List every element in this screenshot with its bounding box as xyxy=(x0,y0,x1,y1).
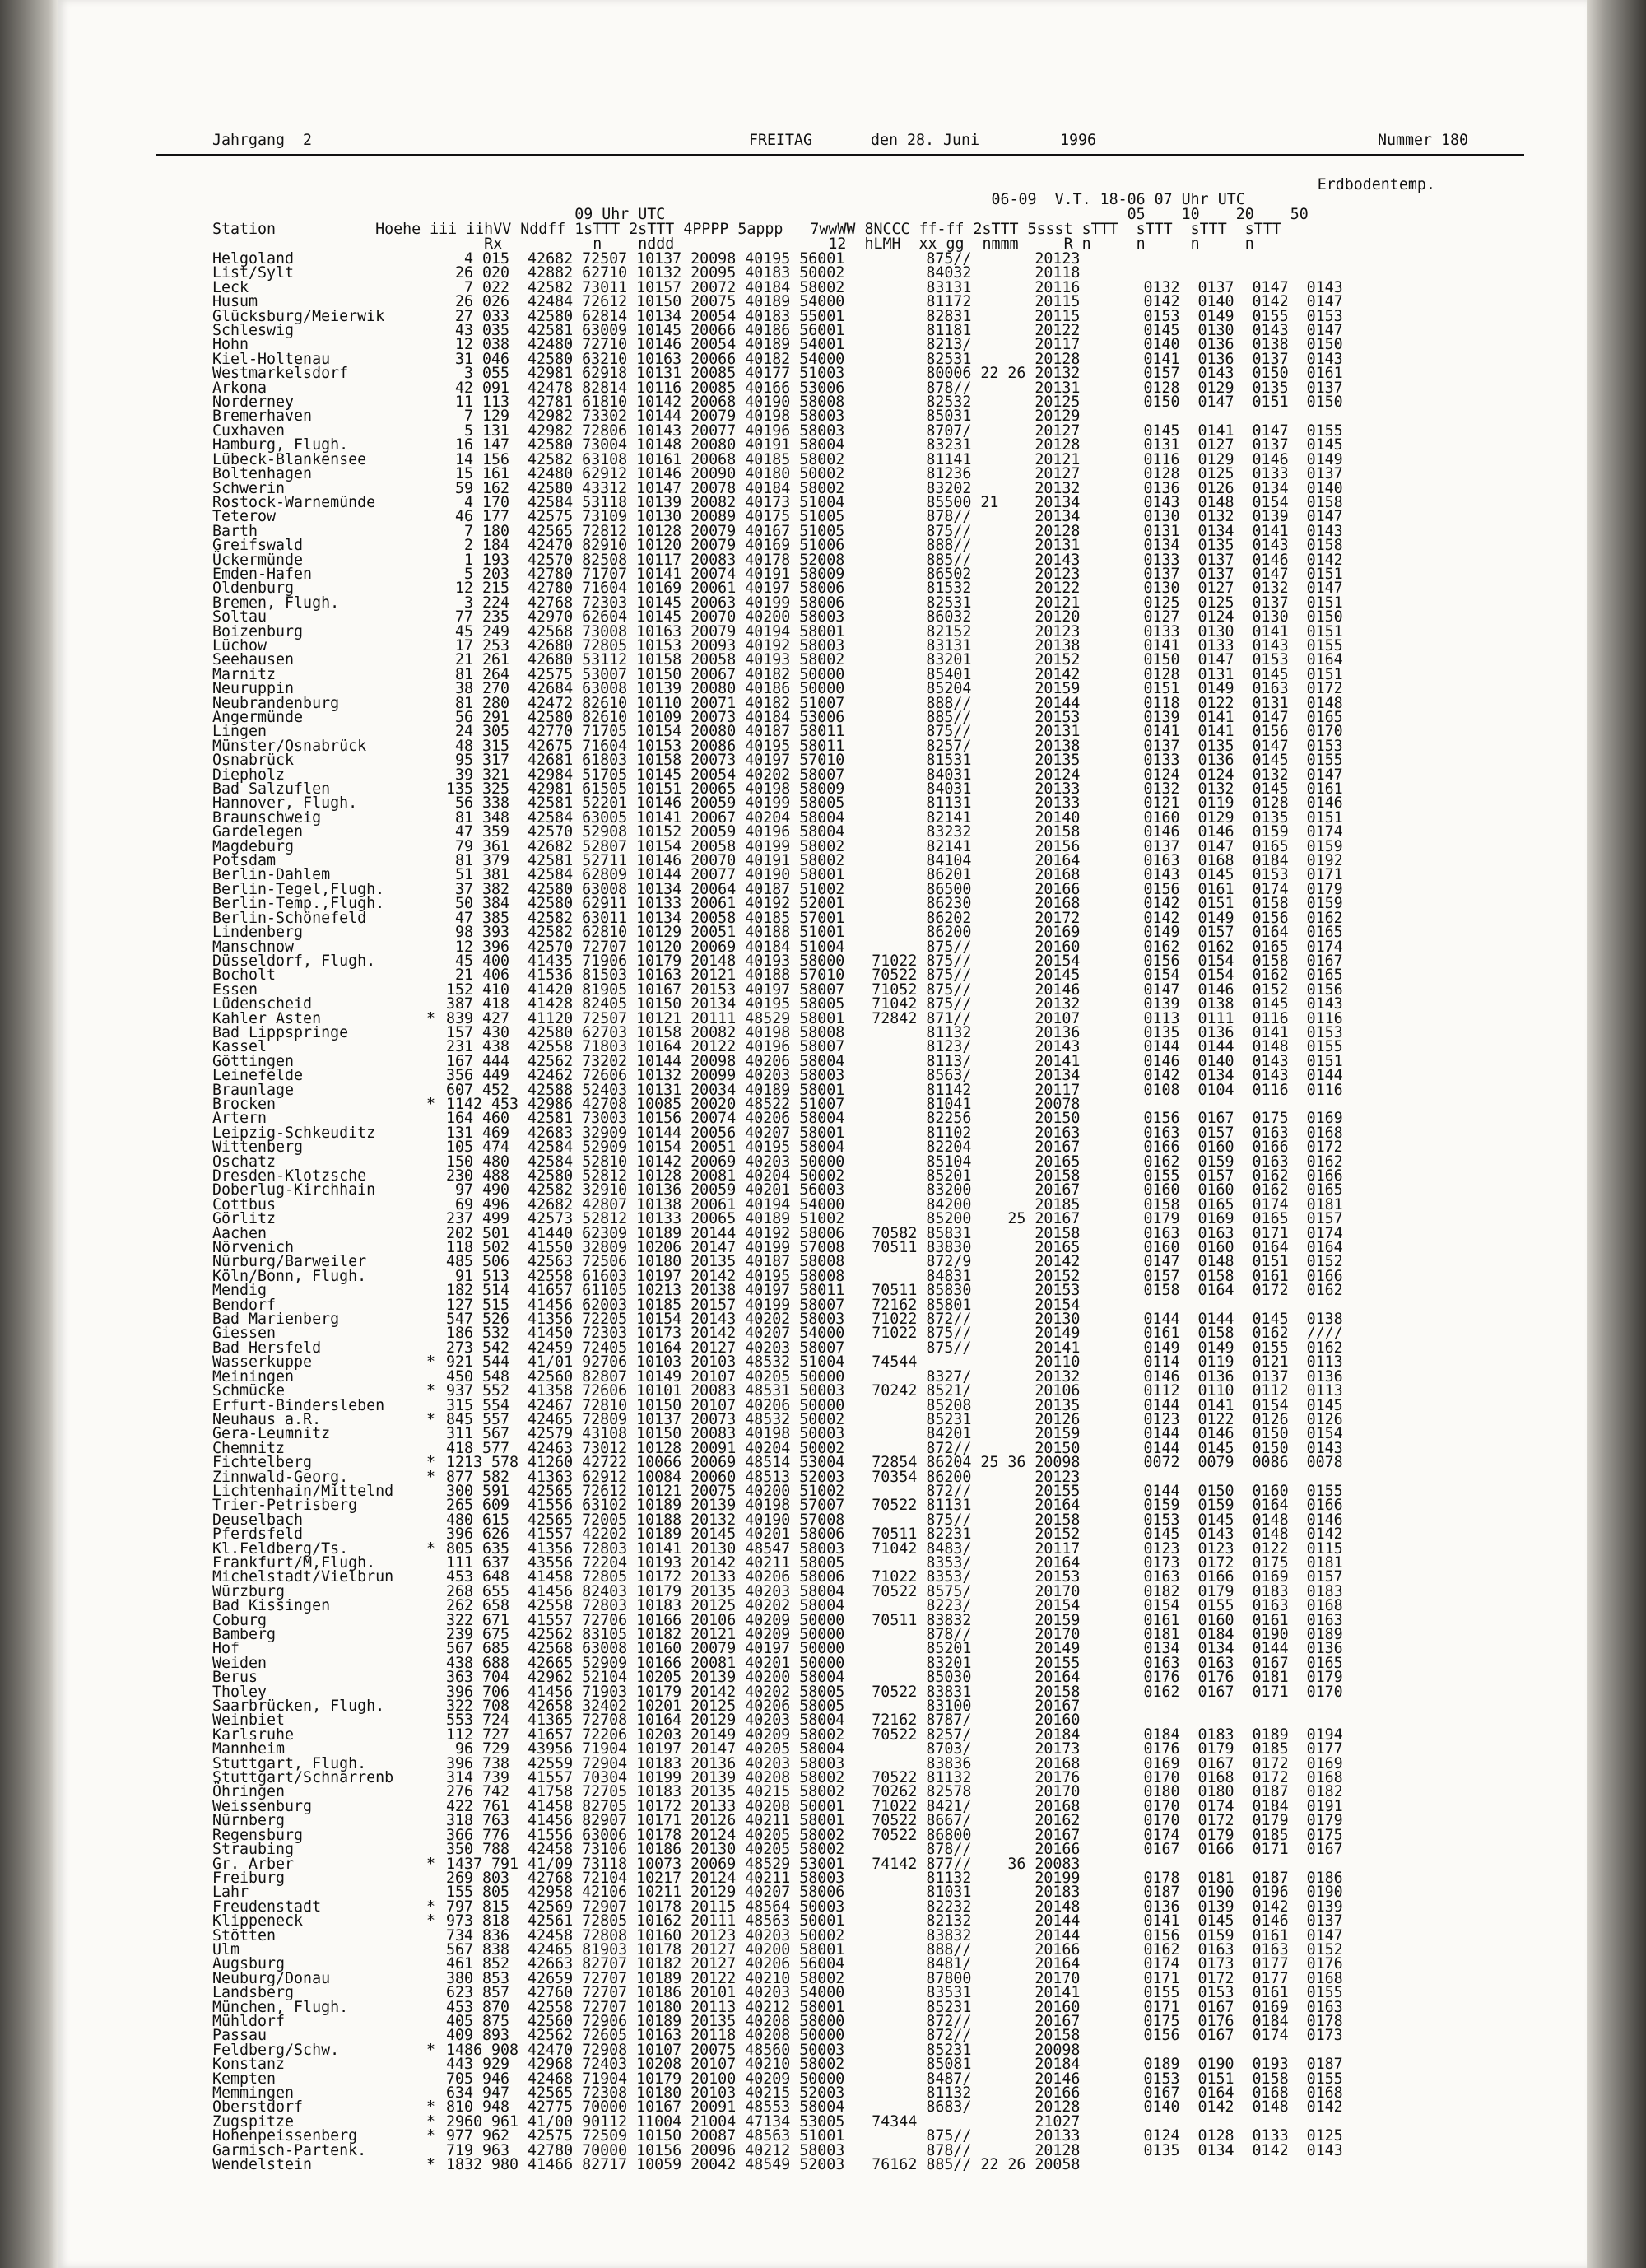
station-table xyxy=(0,252,1646,2172)
station-name: Arkona xyxy=(212,379,267,397)
station-name: Gardelegen xyxy=(212,823,304,841)
station-data: 450 548 42560 82807 10149 20107 40205 50000 8327/ 20132 0146 0136 0137 0136 xyxy=(446,1367,1343,1385)
station-name: Würzburg xyxy=(212,1582,286,1600)
station-data: 567 838 42465 81903 10178 20127 40200 58001 888// 20166 0162 0163 0163 0152 xyxy=(446,1940,1343,1958)
station-name: Greifswald xyxy=(212,537,304,555)
station-name: Konstanz xyxy=(212,2056,286,2074)
station-data: 1 193 42570 82508 10117 20083 40178 52008 885// 20143 0133 0137 0146 0142 xyxy=(446,551,1343,569)
station-name: Soltau xyxy=(212,608,267,626)
station-name: Bamberg xyxy=(212,1626,277,1643)
station-name: Meiningen xyxy=(212,1367,295,1385)
station-data: 26 020 42882 62710 10132 20095 40183 50002 84032 20118 xyxy=(446,264,1081,282)
station-data: 443 929 42968 72403 10208 20107 40210 58002 85081 20184 0189 0190 0193 0187 xyxy=(446,2056,1343,2074)
station-name: Lingen xyxy=(212,723,267,741)
station-name: Bendorf xyxy=(212,1296,277,1314)
station-name: Kiel-Holtenau xyxy=(212,350,331,368)
station-name: Garmisch-Partenk. xyxy=(212,2141,367,2159)
mountain-marker: * xyxy=(426,1855,436,1873)
station-name: Kassel xyxy=(212,1038,267,1056)
station-name: Wittenberg xyxy=(212,1139,304,1157)
station-data: 37 382 42580 63008 10134 20064 40187 51002 86500 20166 0156 0161 0174 0179 xyxy=(446,880,1343,898)
station-name: Neubrandenburg xyxy=(212,694,340,712)
station-data: 438 688 42665 52909 10166 20081 40201 50000 83201 20155 0163 0163 0167 0165 xyxy=(446,1654,1343,1672)
station-name: Angermünde xyxy=(212,709,304,726)
station-data: 12 396 42570 72707 10120 20069 40184 51004 875// 20160 0162 0162 0165 0174 xyxy=(446,938,1343,956)
mountain-marker: * xyxy=(426,1410,436,1428)
station-data: 11 113 42781 61810 10142 20068 40190 58008 82532 20125 0150 0147 0151 0150 xyxy=(446,394,1343,412)
station-data: 322 671 41557 72706 10166 20106 40209 50000 70511 83832 20159 0161 0160 0161 0163 xyxy=(446,1611,1343,1629)
station-name: Mendig xyxy=(212,1282,267,1300)
station-name: Zinnwald-Georg. xyxy=(212,1468,349,1486)
station-data: 396 738 42559 72904 10183 20136 40203 58003 83836 20168 0169 0167 0172 0169 xyxy=(446,1754,1343,1772)
station-data: 314 739 41557 70304 10199 20139 40208 58002 70522 81132 20176 0170 0168 0172 0168 xyxy=(446,1769,1343,1787)
station-data: 69 496 42682 42807 10138 20061 40194 54000 84200 20185 0158 0165 0174 0181 xyxy=(446,1195,1343,1213)
station-data: 15 161 42480 62912 10146 20090 40180 50002 81236 20127 0128 0125 0133 0137 xyxy=(446,465,1343,483)
station-name: Wasserkuppe xyxy=(212,1353,313,1372)
station-data: 547 526 41356 72205 10154 20143 40202 58003 71022 872// 20130 0144 0144 0145 0138 xyxy=(446,1311,1343,1329)
station-data: 97 490 42582 32910 10136 20059 40201 56003 83200 20167 0160 0160 0162 0165 xyxy=(446,1181,1343,1199)
station-data: 845 557 42465 72809 10137 20073 48532 50002 85231 20126 0123 0122 0126 0126 xyxy=(446,1410,1343,1428)
station-data: 1832 980 41466 82717 10059 20042 48549 52003 76162 885// 22 26 20058 xyxy=(446,2156,1081,2174)
station-data: 1437 791 41/09 73118 10073 20069 48529 53001 74142 877// 36 20083 xyxy=(446,1855,1081,1873)
station-data: 262 658 42558 72803 10183 20125 40202 58004 8223/ 20154 0154 0155 0163 0168 xyxy=(446,1597,1343,1615)
station-name: Nürnberg xyxy=(212,1812,286,1830)
station-name: Nörvenich xyxy=(212,1239,295,1257)
station-name: Bad Hersfeld xyxy=(212,1339,322,1357)
station-data: 973 818 42561 72805 10162 20111 48563 50001 82132 20144 0141 0145 0146 0137 xyxy=(446,1912,1343,1930)
station-data: 937 552 41358 72606 10101 20083 48531 50003 70242 8521/ 20106 0112 0110 0112 0113 xyxy=(446,1382,1343,1400)
station-name: Leinefelde xyxy=(212,1067,304,1085)
station-name: Lübeck-Blankensee xyxy=(212,450,367,468)
station-name: Augsburg xyxy=(212,1955,286,1973)
station-name: Lichtenhain/Mittelnd xyxy=(212,1482,394,1500)
station-data: 356 449 42462 72606 10132 20099 40203 58003 8563/ 20134 0142 0134 0143 0144 xyxy=(446,1067,1343,1085)
mountain-marker: * xyxy=(426,1009,436,1027)
station-data: 877 582 41363 62912 10084 20060 48513 52003 70354 86200 20123 xyxy=(446,1468,1081,1486)
station-name: Boltenhagen xyxy=(212,465,313,483)
station-name: Magdeburg xyxy=(212,837,295,855)
station-name: Bremerhaven xyxy=(212,407,313,426)
station-name: Kahler Asten xyxy=(212,1009,322,1027)
mountain-marker: * xyxy=(426,1382,436,1400)
station-data: 24 305 42770 71705 10154 20080 40187 58011 875// 20131 0141 0141 0156 0170 xyxy=(446,723,1343,741)
station-data: 95 317 42681 61803 10158 20073 40197 57010 81531 20135 0133 0136 0145 0155 xyxy=(446,752,1343,770)
station-data: 12 038 42480 72710 10146 20054 40189 54001 8213/ 20117 0140 0136 0138 0150 xyxy=(446,336,1343,354)
mountain-marker: * xyxy=(426,1353,436,1372)
station-name: List/Sylt xyxy=(212,264,295,282)
station-data: 239 675 42562 83105 10182 20121 40209 50000 878// 20170 0181 0184 0190 0189 xyxy=(446,1626,1343,1643)
station-data: 155 805 42958 42106 10211 20129 40207 58006 81031 20183 0187 0190 0196 0190 xyxy=(446,1884,1343,1902)
station-name: Marnitz xyxy=(212,665,277,683)
station-data: 396 706 41456 71903 10179 20142 40202 58005 70522 83831 20158 0162 0167 0171 0170 xyxy=(446,1683,1343,1701)
station-data: 1486 908 42470 72908 10107 20075 48560 50003 85231 20098 xyxy=(446,2041,1081,2059)
station-name: Braunschweig xyxy=(212,808,322,827)
station-data: 623 857 42760 72707 10186 20101 40203 54000 83531 20141 0155 0153 0161 0155 xyxy=(446,1984,1343,2002)
station-name: Hohenpeissenberg xyxy=(212,2127,358,2145)
station-data: 553 724 41365 72708 10164 20129 40203 58004 72162 8787/ 20160 xyxy=(446,1711,1081,1730)
station-name: Oldenburg xyxy=(212,580,295,598)
station-data: 56 291 42580 82610 10109 20073 40184 53006 885// 20153 0139 0141 0147 0165 xyxy=(446,709,1343,726)
station-name: Husum xyxy=(212,293,258,311)
date-label: den 28. Juni xyxy=(871,132,980,149)
station-name: Osnabrück xyxy=(212,752,295,770)
column-header-line-2: 06-09 V.T. 18-06 07 Uhr UTC xyxy=(212,191,1245,208)
station-name: Mühldorf xyxy=(212,2012,286,2030)
station-name: Essen xyxy=(212,980,258,999)
mountain-marker: * xyxy=(426,2098,436,2117)
station-data: 7 129 42982 73302 10144 20079 40198 58003 85031 20129 xyxy=(446,407,1081,426)
station-data: 167 444 42562 73202 10144 20098 40206 58004 8113/ 20141 0146 0140 0143 0151 xyxy=(446,1052,1343,1070)
station-name: Weiden xyxy=(212,1654,267,1672)
station-data: 7 180 42565 72812 10128 20079 40167 51005 875// 20128 0131 0134 0141 0143 xyxy=(446,522,1343,540)
station-data: 387 418 41428 82405 10150 20134 40195 58005 71042 875// 20132 0139 0138 0145 0143 xyxy=(446,995,1343,1013)
station-data: 31 046 42580 63210 10163 20066 40182 54000 82531 20128 0141 0136 0137 0143 xyxy=(446,350,1343,368)
station-data: 105 474 42584 52909 10154 20051 40195 58004 82204 20167 0166 0160 0166 0172 xyxy=(446,1139,1343,1157)
station-name: Bad Lippspringe xyxy=(212,1023,349,1041)
station-data: 461 852 42663 82707 10182 20127 40206 56004 8481/ 20164 0174 0173 0177 0176 xyxy=(446,1955,1343,1973)
station-data: 77 235 42970 62604 10145 20070 40200 58003 86032 20120 0127 0124 0130 0150 xyxy=(446,608,1343,626)
station-data: 48 315 42675 71604 10153 20086 40195 58011 8257/ 20138 0137 0135 0147 0153 xyxy=(446,737,1343,755)
station-data: 705 946 42468 71904 10179 20100 40209 50000 8487/ 20146 0153 0151 0158 0155 xyxy=(446,2070,1343,2088)
station-name: Hohn xyxy=(212,336,249,354)
column-header-line-3: 09 Uhr UTC 05 10 20 50 xyxy=(212,206,1309,223)
station-name: Potsdam xyxy=(212,852,277,870)
station-name: Lüchow xyxy=(212,636,267,654)
station-data: 131 469 42683 32909 10144 20056 40207 58001 81102 20163 0163 0157 0163 0168 xyxy=(446,1124,1343,1142)
station-data: 16 147 42580 73004 10148 20080 40191 58004 83231 20128 0131 0127 0137 0145 xyxy=(446,436,1343,454)
station-data: 921 544 41/01 92706 10103 20103 48532 51004 74544 20110 0114 0119 0121 0113 xyxy=(446,1353,1343,1372)
station-name: Lüdenscheid xyxy=(212,995,313,1013)
station-name: Ulm xyxy=(212,1940,240,1958)
mountain-marker: * xyxy=(426,1454,436,1472)
station-name: Memmingen xyxy=(212,2084,295,2102)
station-name: Neuruppin xyxy=(212,680,295,698)
station-name: Tholey xyxy=(212,1683,267,1701)
station-name: Brocken xyxy=(212,1095,277,1113)
station-name: Dresden-Klotzsche xyxy=(212,1167,367,1185)
station-data: 810 948 42775 70000 10167 20091 48553 58004 8683/ 20128 0140 0142 0148 0142 xyxy=(446,2098,1343,2117)
station-name: Cuxhaven xyxy=(212,421,286,440)
station-data: 26 026 42484 72612 10150 20075 40189 54000 81172 20115 0142 0140 0142 0147 xyxy=(446,293,1343,311)
station-data: 150 480 42584 52810 10142 20069 40203 50000 85104 20165 0162 0159 0163 0162 xyxy=(446,1153,1343,1171)
station-row xyxy=(212,2158,1529,2172)
page-header xyxy=(212,133,1529,147)
station-data: 366 776 41556 63006 10178 20124 40205 58002 70522 86800 20167 0174 0179 0185 0175 xyxy=(446,1826,1343,1844)
station-data: 977 962 42575 72509 10150 20087 48563 51001 875// 20133 0124 0128 0133 0125 xyxy=(446,2127,1343,2145)
station-name: Emden-Hafen xyxy=(212,565,313,583)
station-data: 164 460 42581 73003 10156 20074 40206 58004 82256 20150 0156 0167 0175 0169 xyxy=(446,1110,1343,1128)
mountain-marker: * xyxy=(426,2112,436,2131)
station-name: Berus xyxy=(212,1669,258,1687)
station-data: 12 215 42780 71604 10169 20061 40197 58006 81532 20122 0130 0127 0132 0147 xyxy=(446,580,1343,598)
station-name: Cottbus xyxy=(212,1195,277,1213)
station-name: Rostock-Warnemünde xyxy=(212,493,376,511)
station-name: Nürburg/Barweiler xyxy=(212,1253,367,1271)
station-name: Berlin-Schönefeld xyxy=(212,909,367,927)
station-data: 5 203 42780 71707 10141 20074 40191 58009 86502 20123 0137 0137 0147 0151 xyxy=(446,565,1343,583)
station-name: Schleswig xyxy=(212,322,295,340)
year-label: 1996 xyxy=(1060,132,1097,149)
station-name: Berlin-Temp.,Flugh. xyxy=(212,895,385,913)
station-data: 409 893 42562 72605 10163 20118 40208 50000 872// 20158 0156 0167 0174 0173 xyxy=(446,2027,1343,2045)
station-name: Glücksburg/Meierwik xyxy=(212,307,385,325)
station-name: Coburg xyxy=(212,1611,267,1629)
station-name: Aachen xyxy=(212,1224,267,1242)
station-data: 2 184 42470 82910 10120 20079 40169 51006 888// 20131 0134 0135 0143 0158 xyxy=(446,537,1343,555)
station-data: 96 729 43956 71904 10197 20147 40205 58004 8703/ 20173 0176 0179 0185 0177 xyxy=(446,1740,1343,1758)
station-data: 135 325 42981 61505 10151 20065 40198 58009 84031 20133 0132 0132 0145 0161 xyxy=(446,780,1343,799)
station-name: München, Flugh. xyxy=(212,1998,349,2016)
station-data: 231 438 42558 71803 10164 20122 40196 58007 8123/ 20143 0144 0144 0148 0155 xyxy=(446,1038,1343,1056)
station-data: 268 655 41456 82403 10179 20135 40203 58004 70522 8575/ 20170 0182 0179 0183 0183 xyxy=(446,1582,1343,1600)
station-name: Mannheim xyxy=(212,1740,286,1758)
mountain-marker: * xyxy=(426,1912,436,1930)
station-data: 805 635 41356 72803 10141 20130 48547 58003 71042 8483/ 20117 0123 0123 0122 0115 xyxy=(446,1539,1343,1558)
station-name: Berlin-Tegel,Flugh. xyxy=(212,880,385,898)
weekday-label: FREITAG xyxy=(749,132,813,149)
station-name: Schwerin xyxy=(212,479,286,497)
station-data: 7 022 42582 73011 10157 20072 40184 58002 83131 20116 0132 0137 0147 0143 xyxy=(446,278,1343,296)
station-data: 453 870 42558 72707 10180 20113 40212 58001 85231 20160 0171 0167 0169 0163 xyxy=(446,1998,1343,2016)
station-name: Zugspitze xyxy=(212,2112,295,2131)
station-name: Göttingen xyxy=(212,1052,295,1070)
station-name: Stötten xyxy=(212,1926,277,1944)
station-name: Karlsruhe xyxy=(212,1725,295,1744)
station-data: 47 385 42582 63011 10134 20058 40185 57001 86202 20172 0142 0149 0156 0162 xyxy=(446,909,1343,927)
station-name: Hof xyxy=(212,1640,240,1658)
station-name: Ückermünde xyxy=(212,551,304,569)
station-data: 118 502 41550 32809 10206 20147 40199 57008 70511 83830 20165 0160 0160 0164 0164 xyxy=(446,1239,1343,1257)
mountain-marker: * xyxy=(426,2127,436,2145)
station-name: Bad Salzuflen xyxy=(212,780,331,799)
station-data: 422 761 41458 82705 10172 20133 40208 50001 71022 8421/ 20168 0170 0174 0184 0191 xyxy=(446,1797,1343,1815)
station-name: Stuttgart/Schnarrenb xyxy=(212,1769,394,1787)
station-name: Frankfurt/M,Flugh. xyxy=(212,1553,376,1572)
station-name: Klippeneck xyxy=(212,1912,304,1930)
station-name: Leck xyxy=(212,278,249,296)
station-data: 46 177 42575 73109 10130 20089 40175 51005 878// 20134 0130 0132 0139 0147 xyxy=(446,508,1343,526)
station-name: Giessen xyxy=(212,1325,277,1343)
volume-label: Jahrgang 2 xyxy=(212,132,313,149)
station-data: 17 253 42680 72805 10153 20093 40192 58003 83131 20138 0141 0133 0143 0155 xyxy=(446,636,1343,654)
station-name: Hamburg, Flugh. xyxy=(212,436,349,454)
station-name: Oschatz xyxy=(212,1153,277,1171)
station-data: 50 384 42580 62911 10133 20061 40192 52001 86230 20168 0142 0151 0158 0159 xyxy=(446,895,1343,913)
station-data: 418 577 42463 73012 10128 20091 40204 50002 872// 20150 0144 0145 0150 0143 xyxy=(446,1439,1343,1457)
station-data: 45 249 42568 73008 10163 20079 40194 58001 82152 20123 0133 0130 0141 0151 xyxy=(446,622,1343,640)
station-data: 81 280 42472 82610 10110 20071 40182 51007 888// 20144 0118 0122 0131 0148 xyxy=(446,694,1343,712)
station-data: 79 361 42682 52807 10154 20058 40199 58002 82141 20156 0137 0147 0165 0159 xyxy=(446,837,1343,855)
station-name: Diepholz xyxy=(212,766,286,784)
station-data: 21 261 42680 53112 10158 20058 40193 58002 83201 20152 0150 0147 0153 0164 xyxy=(446,651,1343,669)
station-data: 363 704 42962 52104 10205 20139 40200 58004 85030 20164 0176 0176 0181 0179 xyxy=(446,1669,1343,1687)
station-name: Saarbrücken, Flugh. xyxy=(212,1698,385,1716)
station-data: 3 055 42981 62918 10131 20085 40177 51003 80006 22 26 20132 0157 0143 0150 0161 xyxy=(446,365,1343,383)
station-name: Bad Kissingen xyxy=(212,1597,331,1615)
station-data: 91 513 42558 61603 10197 20142 40195 58008 84831 20152 0157 0158 0161 0166 xyxy=(446,1267,1343,1285)
station-data: 127 515 41456 62003 10185 20157 40199 58007 72162 85801 20154 xyxy=(446,1296,1081,1314)
station-name: Helgoland xyxy=(212,250,295,268)
station-name: Manschnow xyxy=(212,938,295,956)
header-rule xyxy=(156,154,1524,156)
station-data: 182 514 41657 61105 10213 20138 40197 58011 70511 85830 20153 0158 0164 0172 0162 xyxy=(446,1282,1343,1300)
station-name: Trier-Petrisberg xyxy=(212,1497,358,1515)
station-name: Stuttgart, Flugh. xyxy=(212,1754,367,1772)
station-data: 634 947 42565 72308 10180 20103 40215 52003 81132 20166 0167 0164 0168 0168 xyxy=(446,2084,1343,2102)
station-name: Freiburg xyxy=(212,1869,286,1887)
station-data: 607 452 42588 52403 10131 20034 40189 58001 81142 20117 0108 0104 0116 0116 xyxy=(446,1081,1343,1099)
station-data: 56 338 42581 52201 10146 20059 40199 58005 81131 20133 0121 0119 0128 0146 xyxy=(446,794,1343,813)
station-data: 38 270 42684 63008 10139 20080 40186 50000 85204 20159 0151 0149 0163 0172 xyxy=(446,680,1343,698)
station-name: Michelstadt/Vielbrun xyxy=(212,1568,394,1586)
station-name: Hannover, Flugh. xyxy=(212,794,358,813)
station-name: Seehausen xyxy=(212,651,295,669)
station-data: 59 162 42580 43312 10147 20078 40184 58002 83202 20132 0136 0126 0134 0140 xyxy=(446,479,1343,497)
station-name: Leipzig-Schkeuditz xyxy=(212,1124,376,1142)
station-name: Passau xyxy=(212,2027,267,2045)
station-name: Bad Marienberg xyxy=(212,1311,340,1329)
station-data: 186 532 41450 72303 10173 20142 40207 54000 71022 875// 20149 0161 0158 0162 //// xyxy=(446,1325,1343,1343)
station-data: 81 348 42584 63005 10141 20067 40204 58004 82141 20140 0160 0129 0135 0151 xyxy=(446,808,1343,827)
station-data: 567 685 42568 63008 10160 20079 40197 50000 85201 20149 0134 0134 0144 0136 xyxy=(446,1640,1343,1658)
column-header-line-5: Rx n nddd 12 hLMH xx gg nmmm R n n n n xyxy=(212,235,1254,253)
station-data: 42 091 42478 82814 10116 20085 40166 53006 878// 20131 0128 0129 0135 0137 xyxy=(446,379,1343,397)
station-name: Düsseldorf, Flugh. xyxy=(212,952,376,970)
station-name: Wendelstein xyxy=(212,2156,313,2174)
mountain-marker: * xyxy=(426,1539,436,1558)
station-name: Barth xyxy=(212,522,258,540)
station-name: Chemnitz xyxy=(212,1439,286,1457)
station-name: Görlitz xyxy=(212,1210,277,1228)
column-header-line-1: Erdbodentemp. xyxy=(212,176,1435,193)
station-data: 315 554 42467 72810 10150 20107 40206 50000 85208 20135 0144 0141 0154 0145 xyxy=(446,1396,1343,1414)
station-name: Braunlage xyxy=(212,1081,295,1099)
station-data: 797 815 42569 72907 10178 20115 48564 50003 82232 20148 0136 0139 0142 0139 xyxy=(446,1898,1343,1916)
station-data: 45 400 41435 71906 10179 20148 40193 58000 71022 875// 20154 0156 0154 0158 0167 xyxy=(446,952,1343,970)
station-data: 5 131 42982 72806 10143 20077 40196 58003 8707/ 20127 0145 0141 0147 0155 xyxy=(446,421,1343,440)
station-name: Lindenberg xyxy=(212,924,304,942)
station-data: 485 506 42563 72506 10180 20135 40187 58008 872/9 20142 0147 0148 0151 0152 xyxy=(446,1253,1343,1271)
station-data: 380 853 42659 72707 10189 20122 40210 58002 87800 20170 0171 0172 0177 0168 xyxy=(446,1969,1343,1987)
station-data: 4 015 42682 72507 10137 20098 40195 56001 875// 20123 xyxy=(446,250,1081,268)
station-name: Neuhaus a.R. xyxy=(212,1410,322,1428)
station-data: 81 264 42575 53007 10150 20067 40182 50000 85401 20142 0128 0131 0145 0151 xyxy=(446,665,1343,683)
mountain-marker: * xyxy=(426,2041,436,2059)
station-data: 480 615 42565 72005 10188 20132 40190 57008 875// 20158 0153 0145 0148 0146 xyxy=(446,1511,1343,1529)
station-data: 269 803 42768 72104 10217 20124 40211 58003 81132 20199 0178 0181 0187 0186 xyxy=(446,1869,1343,1887)
station-name: Weinbiet xyxy=(212,1711,286,1730)
station-data: 43 035 42581 63009 10145 20066 40186 56001 81181 20122 0145 0130 0143 0147 xyxy=(446,322,1343,340)
station-name: Landsberg xyxy=(212,1984,295,2002)
station-name: Freudenstadt xyxy=(212,1898,322,1916)
station-name: Erfurt-Bindersleben xyxy=(212,1396,385,1414)
column-header-line-4: Station Hoehe iii iihVV Nddff 1sTTT 2sTTT 4PPPP 5appp 7wwWW 8NCCC ff-ff 2sTTT 5ssst sTTT sTTT sTTT sTTT xyxy=(212,221,1281,238)
station-name: Weissenburg xyxy=(212,1797,313,1815)
mountain-marker: * xyxy=(426,1468,436,1486)
station-name: Berlin-Dahlem xyxy=(212,866,331,884)
station-name: Kl.Feldberg/Ts. xyxy=(212,1539,349,1558)
station-data: 405 875 42560 72906 10189 20135 40208 58000 872// 20167 0175 0176 0184 0178 xyxy=(446,2012,1343,2030)
station-name: Neuburg/Donau xyxy=(212,1969,331,1987)
station-data: 202 501 41440 62309 10189 20144 40192 58006 70582 85831 20158 0163 0163 0171 0174 xyxy=(446,1224,1343,1242)
station-data: 81 379 42581 52711 10146 20070 40191 58002 84104 20164 0163 0168 0184 0192 xyxy=(446,852,1343,870)
station-data: 111 637 43556 72204 10193 20142 40211 58005 8353/ 20164 0173 0172 0175 0181 xyxy=(446,1553,1343,1572)
station-name: Münster/Osnabrück xyxy=(212,737,367,755)
station-data: 3 224 42768 72303 10145 20063 40199 58006 82531 20121 0125 0125 0137 0151 xyxy=(446,594,1343,612)
station-name: Straubing xyxy=(212,1841,295,1859)
station-name: Bocholt xyxy=(212,966,277,985)
station-name: Oberstdorf xyxy=(212,2098,304,2117)
station-name: Pferdsfeld xyxy=(212,1525,304,1544)
station-data: 14 156 42582 63108 10161 20068 40185 58002 81141 20121 0116 0129 0146 0149 xyxy=(446,450,1343,468)
station-name: Norderney xyxy=(212,394,295,412)
station-name: Feldberg/Schw. xyxy=(212,2041,340,2059)
station-data: 273 542 42459 72405 10164 20127 40203 58007 875// 20141 0149 0149 0155 0162 xyxy=(446,1339,1343,1357)
station-name: Köln/Bonn, Flugh. xyxy=(212,1267,367,1285)
station-data: 4 170 42584 53118 10139 20082 40173 51004 85500 21 20134 0143 0148 0154 0158 xyxy=(446,493,1343,511)
station-data: 27 033 42580 62814 10134 20054 40183 55001 82831 20115 0153 0149 0155 0153 xyxy=(446,307,1343,325)
station-name: Artern xyxy=(212,1110,267,1128)
station-data: 1213 578 41260 42722 10066 20069 48514 53004 72854 86204 25 36 20098 0072 0079 0086 0078 xyxy=(446,1454,1343,1472)
station-data: 112 727 41657 72206 10203 20149 40209 58002 70522 8257/ 20184 0184 0183 0189 0194 xyxy=(446,1725,1343,1744)
station-data: 152 410 41420 81905 10167 20153 40197 58007 71052 875// 20146 0147 0146 0152 0156 xyxy=(446,980,1343,999)
mountain-marker: * xyxy=(426,1898,436,1916)
station-data: 322 708 42658 32402 10201 20125 40206 58005 83100 20167 xyxy=(446,1698,1081,1716)
station-name: Gera-Leumnitz xyxy=(212,1425,331,1443)
station-data: 2960 961 41/00 90112 11004 21004 47134 53005 74344 21027 xyxy=(446,2112,1081,2131)
station-name: Kempten xyxy=(212,2070,277,2088)
station-name: Teterow xyxy=(212,508,277,526)
station-name: Gr. Arber xyxy=(212,1855,295,1873)
mountain-marker: * xyxy=(426,1095,436,1113)
station-data: 350 788 42458 73106 10186 20130 40205 58002 878// 20166 0167 0166 0171 0167 xyxy=(446,1841,1343,1859)
station-name: Deuselbach xyxy=(212,1511,304,1529)
station-data: 311 567 42579 43108 10150 20083 40198 50003 84201 20159 0144 0146 0150 0154 xyxy=(446,1425,1343,1443)
station-data: 300 591 42565 72612 10121 20075 40200 51002 872// 20155 0144 0150 0160 0155 xyxy=(446,1482,1343,1500)
station-name: Schmücke xyxy=(212,1382,286,1400)
station-name: Doberlug-Kirchhain xyxy=(212,1181,376,1199)
station-data: 318 763 41456 82907 10171 20126 40211 58001 70522 8667/ 20162 0170 0172 0179 0179 xyxy=(446,1812,1343,1830)
station-data: 98 393 42582 62810 10129 20051 40188 51001 86200 20169 0149 0157 0164 0165 xyxy=(446,924,1343,942)
station-data: 39 321 42984 51705 10145 20054 40202 58007 84031 20124 0124 0124 0132 0147 xyxy=(446,766,1343,784)
station-data: 839 427 41120 72507 10121 20111 48529 58001 72842 871// 20107 0113 0111 0116 0116 xyxy=(446,1009,1343,1027)
station-data: 453 648 41458 72805 10172 20133 40206 58006 71022 8353/ 20153 0163 0166 0169 0157 xyxy=(446,1568,1343,1586)
mountain-marker: * xyxy=(426,2156,436,2174)
station-data: 47 359 42570 52908 10152 20059 40196 58004 83232 20158 0146 0146 0159 0174 xyxy=(446,823,1343,841)
station-name: Lahr xyxy=(212,1884,249,1902)
station-data: 734 836 42458 72808 10160 20123 40203 50002 83832 20144 0156 0159 0161 0147 xyxy=(446,1926,1343,1944)
station-data: 237 499 42573 52812 10133 20065 40189 51002 85200 25 20167 0179 0169 0165 0157 xyxy=(446,1210,1343,1228)
station-data: 21 406 41536 81503 10163 20121 40188 57010 70522 875// 20145 0154 0154 0162 0165 xyxy=(446,966,1343,985)
station-data: 265 609 41556 63102 10189 20139 40198 57007 70522 81131 20164 0159 0159 0164 0166 xyxy=(446,1497,1343,1515)
station-data: 719 963 42780 70000 10156 20096 40212 58003 878// 20128 0135 0134 0142 0143 xyxy=(446,2141,1343,2159)
station-name: Fichtelberg xyxy=(212,1454,313,1472)
station-data: 51 381 42584 62809 10144 20077 40190 58001 86201 20168 0143 0145 0153 0171 xyxy=(446,866,1343,884)
station-name: Westmarkelsdorf xyxy=(212,365,349,383)
station-name: Boizenburg xyxy=(212,622,304,640)
issue-number-label: Nummer 180 xyxy=(1378,132,1469,149)
station-name: Regensburg xyxy=(212,1826,304,1844)
station-name: Öhringen xyxy=(212,1783,286,1801)
station-name: Bremen, Flugh. xyxy=(212,594,340,612)
station-data: 230 488 42580 52812 10128 20081 40204 50002 85201 20158 0155 0157 0162 0166 xyxy=(446,1167,1343,1185)
station-data: 396 626 41557 42202 10189 20145 40201 58006 70511 82231 20152 0145 0143 0148 0142 xyxy=(446,1525,1343,1544)
station-data: 157 430 42580 62703 10158 20082 40198 58008 81132 20136 0135 0136 0141 0153 xyxy=(446,1023,1343,1041)
station-data: 1142 453 42986 42708 10085 20020 48522 51007 81041 20078 xyxy=(446,1095,1081,1113)
station-data: 276 742 41758 72705 10183 20135 40215 58002 70262 82578 20170 0180 0180 0187 0182 xyxy=(446,1783,1343,1801)
